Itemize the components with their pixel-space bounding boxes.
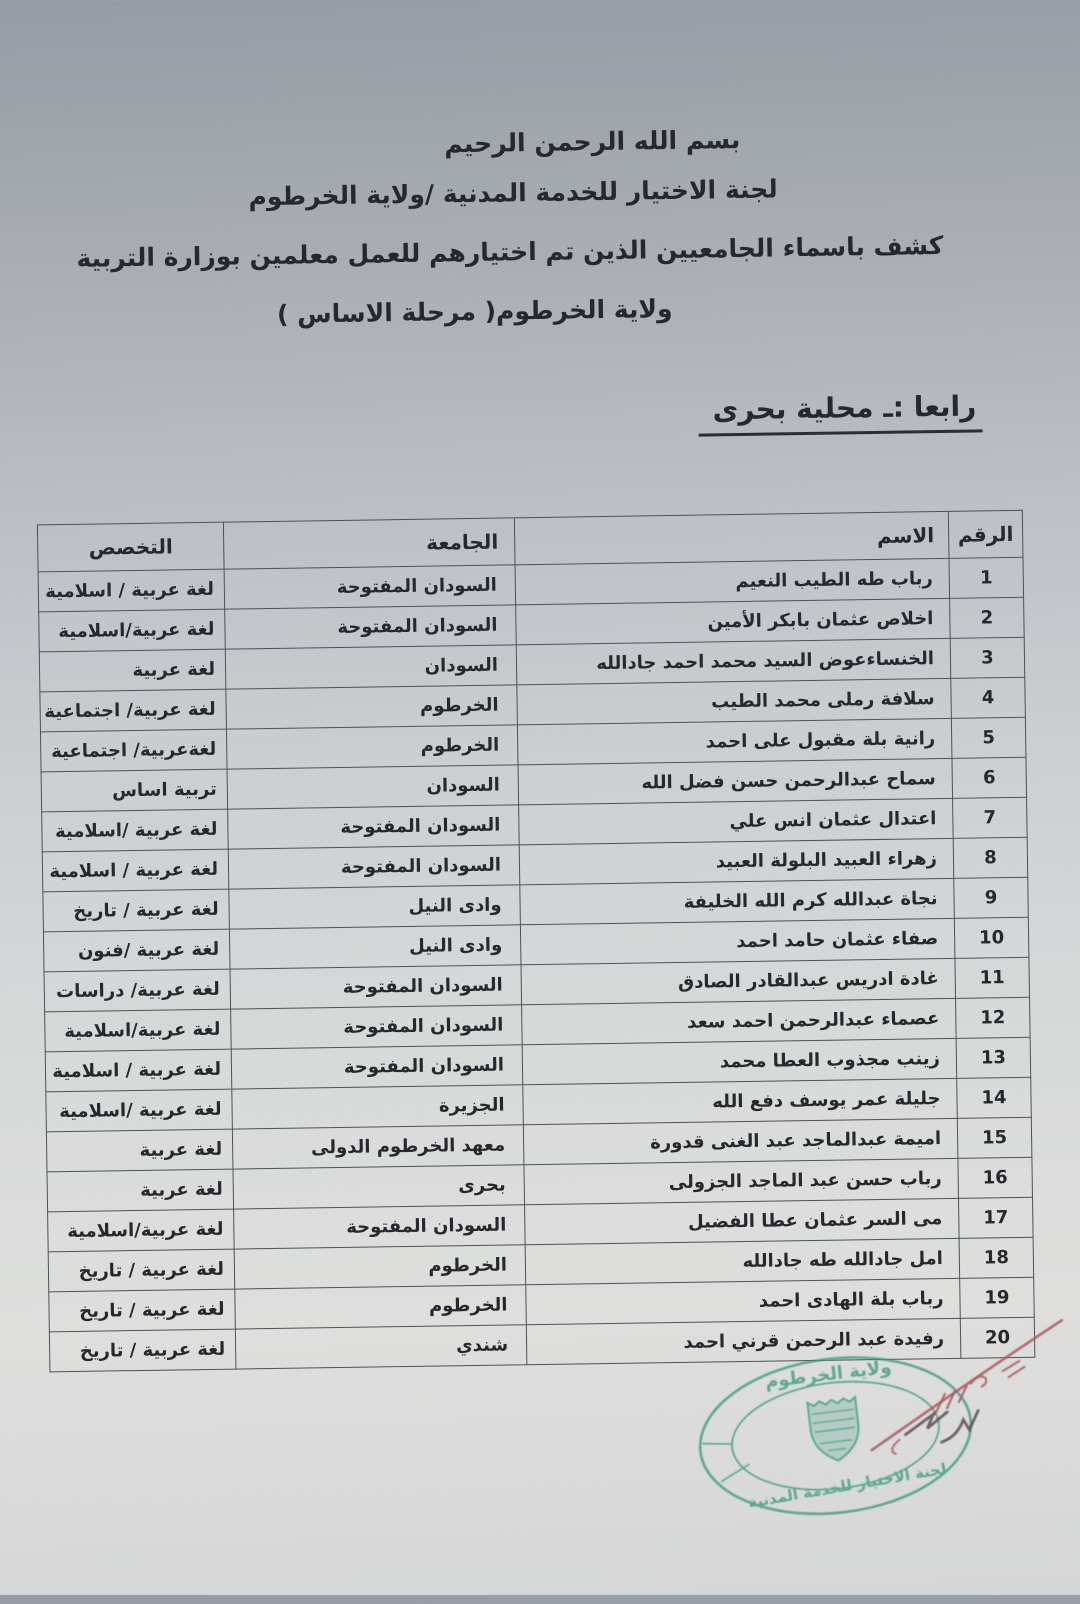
row-number: 7 — [953, 797, 1028, 838]
section-title: رابعا :ـ محلية بحرى — [698, 389, 982, 436]
row-specialization: لغة عربية / اسلامية — [45, 1049, 232, 1092]
row-specialization: لغة عربية — [47, 1169, 234, 1212]
row-university: الجزيرة — [232, 1085, 524, 1129]
roster-table — [37, 510, 1035, 1373]
row-university: معهد الخرطوم الدولى — [232, 1125, 524, 1169]
row-number: 9 — [954, 877, 1029, 918]
document-header — [0, 121, 1043, 333]
shield-icon — [807, 1397, 862, 1463]
row-university: شندي — [235, 1325, 527, 1369]
row-number: 12 — [956, 997, 1031, 1038]
row-specialization: لغة عربية / تاريخ — [49, 1289, 236, 1332]
row-university: الخرطوم — [226, 725, 518, 769]
row-number: 14 — [957, 1077, 1032, 1118]
row-name: اخلاص عثمان بابكر الأمين — [516, 598, 951, 644]
row-specialization: لغة عربية /فنون — [43, 929, 230, 972]
row-number: 16 — [958, 1157, 1033, 1198]
row-number: 11 — [955, 957, 1030, 998]
row-specialization: لغةعربية/ اجتماعية — [40, 729, 227, 772]
row-specialization: لغة عربية / اسلامية — [42, 849, 229, 892]
row-university: السودان — [225, 645, 517, 689]
row-name: امل جادالله طه جادالله — [525, 1238, 960, 1284]
row-name: سماح عبدالرحمن حسن فضل الله — [518, 758, 953, 804]
scope-line: ولاية الخرطوم( مرحلة الاساس ) — [276, 293, 673, 329]
row-number: 3 — [950, 637, 1025, 678]
stamp-bottom-text: لجنة الاختيار للخدمة المدنية — [746, 1459, 948, 1512]
row-specialization: لغة عربية /اسلامية — [46, 1089, 233, 1132]
row-specialization: لغة عربية / اسلامية — [38, 569, 225, 612]
row-number: 15 — [957, 1117, 1032, 1158]
header-name: الاسم — [514, 511, 949, 564]
row-number: 1 — [949, 557, 1024, 598]
row-name: رانية بلة مقبول على احمد — [517, 718, 952, 764]
row-name: زهراء العبيد البلولة العبيد — [519, 838, 954, 884]
row-name: رباب طه الطيب النعيم — [515, 558, 950, 604]
row-name: نجاة عبدالله كرم الله الخليفة — [520, 878, 955, 924]
row-number: 19 — [960, 1277, 1035, 1318]
row-name: الخنساءعوض السيد محمد احمد جادالله — [516, 638, 951, 684]
row-name: صفاء عثمان حامد احمد — [520, 918, 955, 964]
official-stamp — [672, 1312, 1076, 1558]
row-number: 13 — [956, 1037, 1031, 1078]
subject-line: كشف باسماء الجامعيين الذين تم اختيارهم للعمل معلمين بوزارة التربية — [76, 230, 944, 273]
row-university: السودان المفتوحة — [228, 805, 520, 849]
row-specialization: لغة عربية / تاريخ — [48, 1249, 235, 1292]
row-university: الخرطوم — [226, 685, 518, 729]
row-name: عصماء عبدالرحمن احمد سعد — [522, 998, 957, 1044]
basmala-line: بسم الله الرحمن الرحيم — [444, 124, 741, 159]
row-specialization: لغة عربية / تاريخ — [49, 1329, 236, 1372]
row-specialization: لغة عربية/اسلامية — [45, 1009, 232, 1052]
row-specialization: لغة عربية / تاريخ — [43, 889, 230, 932]
row-name: غادة ادريس عبدالقادر الصادق — [521, 958, 956, 1004]
row-university: وادى النيل — [229, 885, 521, 929]
row-name: رفيدة عبد الرحمن قرني احمد — [526, 1318, 961, 1364]
row-name: سلافة رملى محمد الطيب — [517, 678, 952, 724]
row-number: 6 — [952, 757, 1027, 798]
row-name: زينب مجذوب العطا محمد — [522, 1038, 957, 1084]
row-specialization: لغة عربية/اسلامية — [39, 609, 226, 652]
row-number: 17 — [958, 1197, 1033, 1238]
row-number: 18 — [959, 1237, 1034, 1278]
row-specialization: لغة عربية — [39, 649, 226, 692]
official-stamp-area — [672, 1312, 1076, 1558]
row-specialization: لغة عربية — [46, 1129, 233, 1172]
row-name: جليلة عمر يوسف دفع الله — [523, 1078, 958, 1124]
row-number: 8 — [953, 837, 1028, 878]
row-number: 4 — [951, 677, 1026, 718]
row-name: مى السر عثمان عطا الفضيل — [525, 1198, 960, 1244]
header-university: الجامعة — [223, 518, 515, 569]
stamp-top-text: ولاية الخرطوم — [763, 1356, 893, 1393]
row-university: السودان المفتوحة — [230, 965, 522, 1009]
row-specialization: لغة عربية /اسلامية — [42, 809, 229, 852]
row-number: 20 — [960, 1317, 1035, 1358]
row-university: السودان المفتوحة — [224, 565, 516, 609]
roster-body — [38, 557, 1035, 1372]
row-name: رباب بلة الهادى احمد — [526, 1278, 961, 1324]
row-university: السودان المفتوحة — [225, 605, 517, 649]
row-number: 2 — [950, 597, 1025, 638]
row-university: السودان المفتوحة — [234, 1205, 526, 1249]
row-university: السودان المفتوحة — [231, 1045, 523, 1089]
header-specialization: التخصص — [37, 522, 224, 572]
row-specialization: لغة عربية/ اجتماعية — [40, 689, 227, 732]
row-specialization: تربية اساس — [41, 769, 228, 812]
row-name: اميمة عبدالماجد عبد الغنى قدورة — [523, 1118, 958, 1164]
row-name: رباب حسن عبد الماجد الجزولى — [524, 1158, 959, 1204]
row-university: السودان المفتوحة — [228, 845, 520, 889]
row-university: بحرى — [233, 1165, 525, 1209]
row-university: وادى النيل — [229, 925, 521, 969]
row-specialization: لغة عربية/اسلامية — [48, 1209, 235, 1252]
header-no: الرقم — [948, 510, 1023, 558]
row-university: السودان المفتوحة — [231, 1005, 523, 1049]
row-university: الخرطوم — [234, 1245, 526, 1289]
row-number: 10 — [954, 917, 1029, 958]
row-number: 5 — [951, 717, 1026, 758]
row-university: السودان — [227, 765, 519, 809]
row-name: اعتدال عثمان انس علي — [519, 798, 954, 844]
row-specialization: لغة عربية/ دراسات — [44, 969, 231, 1012]
committee-line: لجنة الاختيار للخدمة المدنية /ولاية الخرطوم — [248, 174, 778, 212]
row-university: الخرطوم — [235, 1285, 527, 1329]
